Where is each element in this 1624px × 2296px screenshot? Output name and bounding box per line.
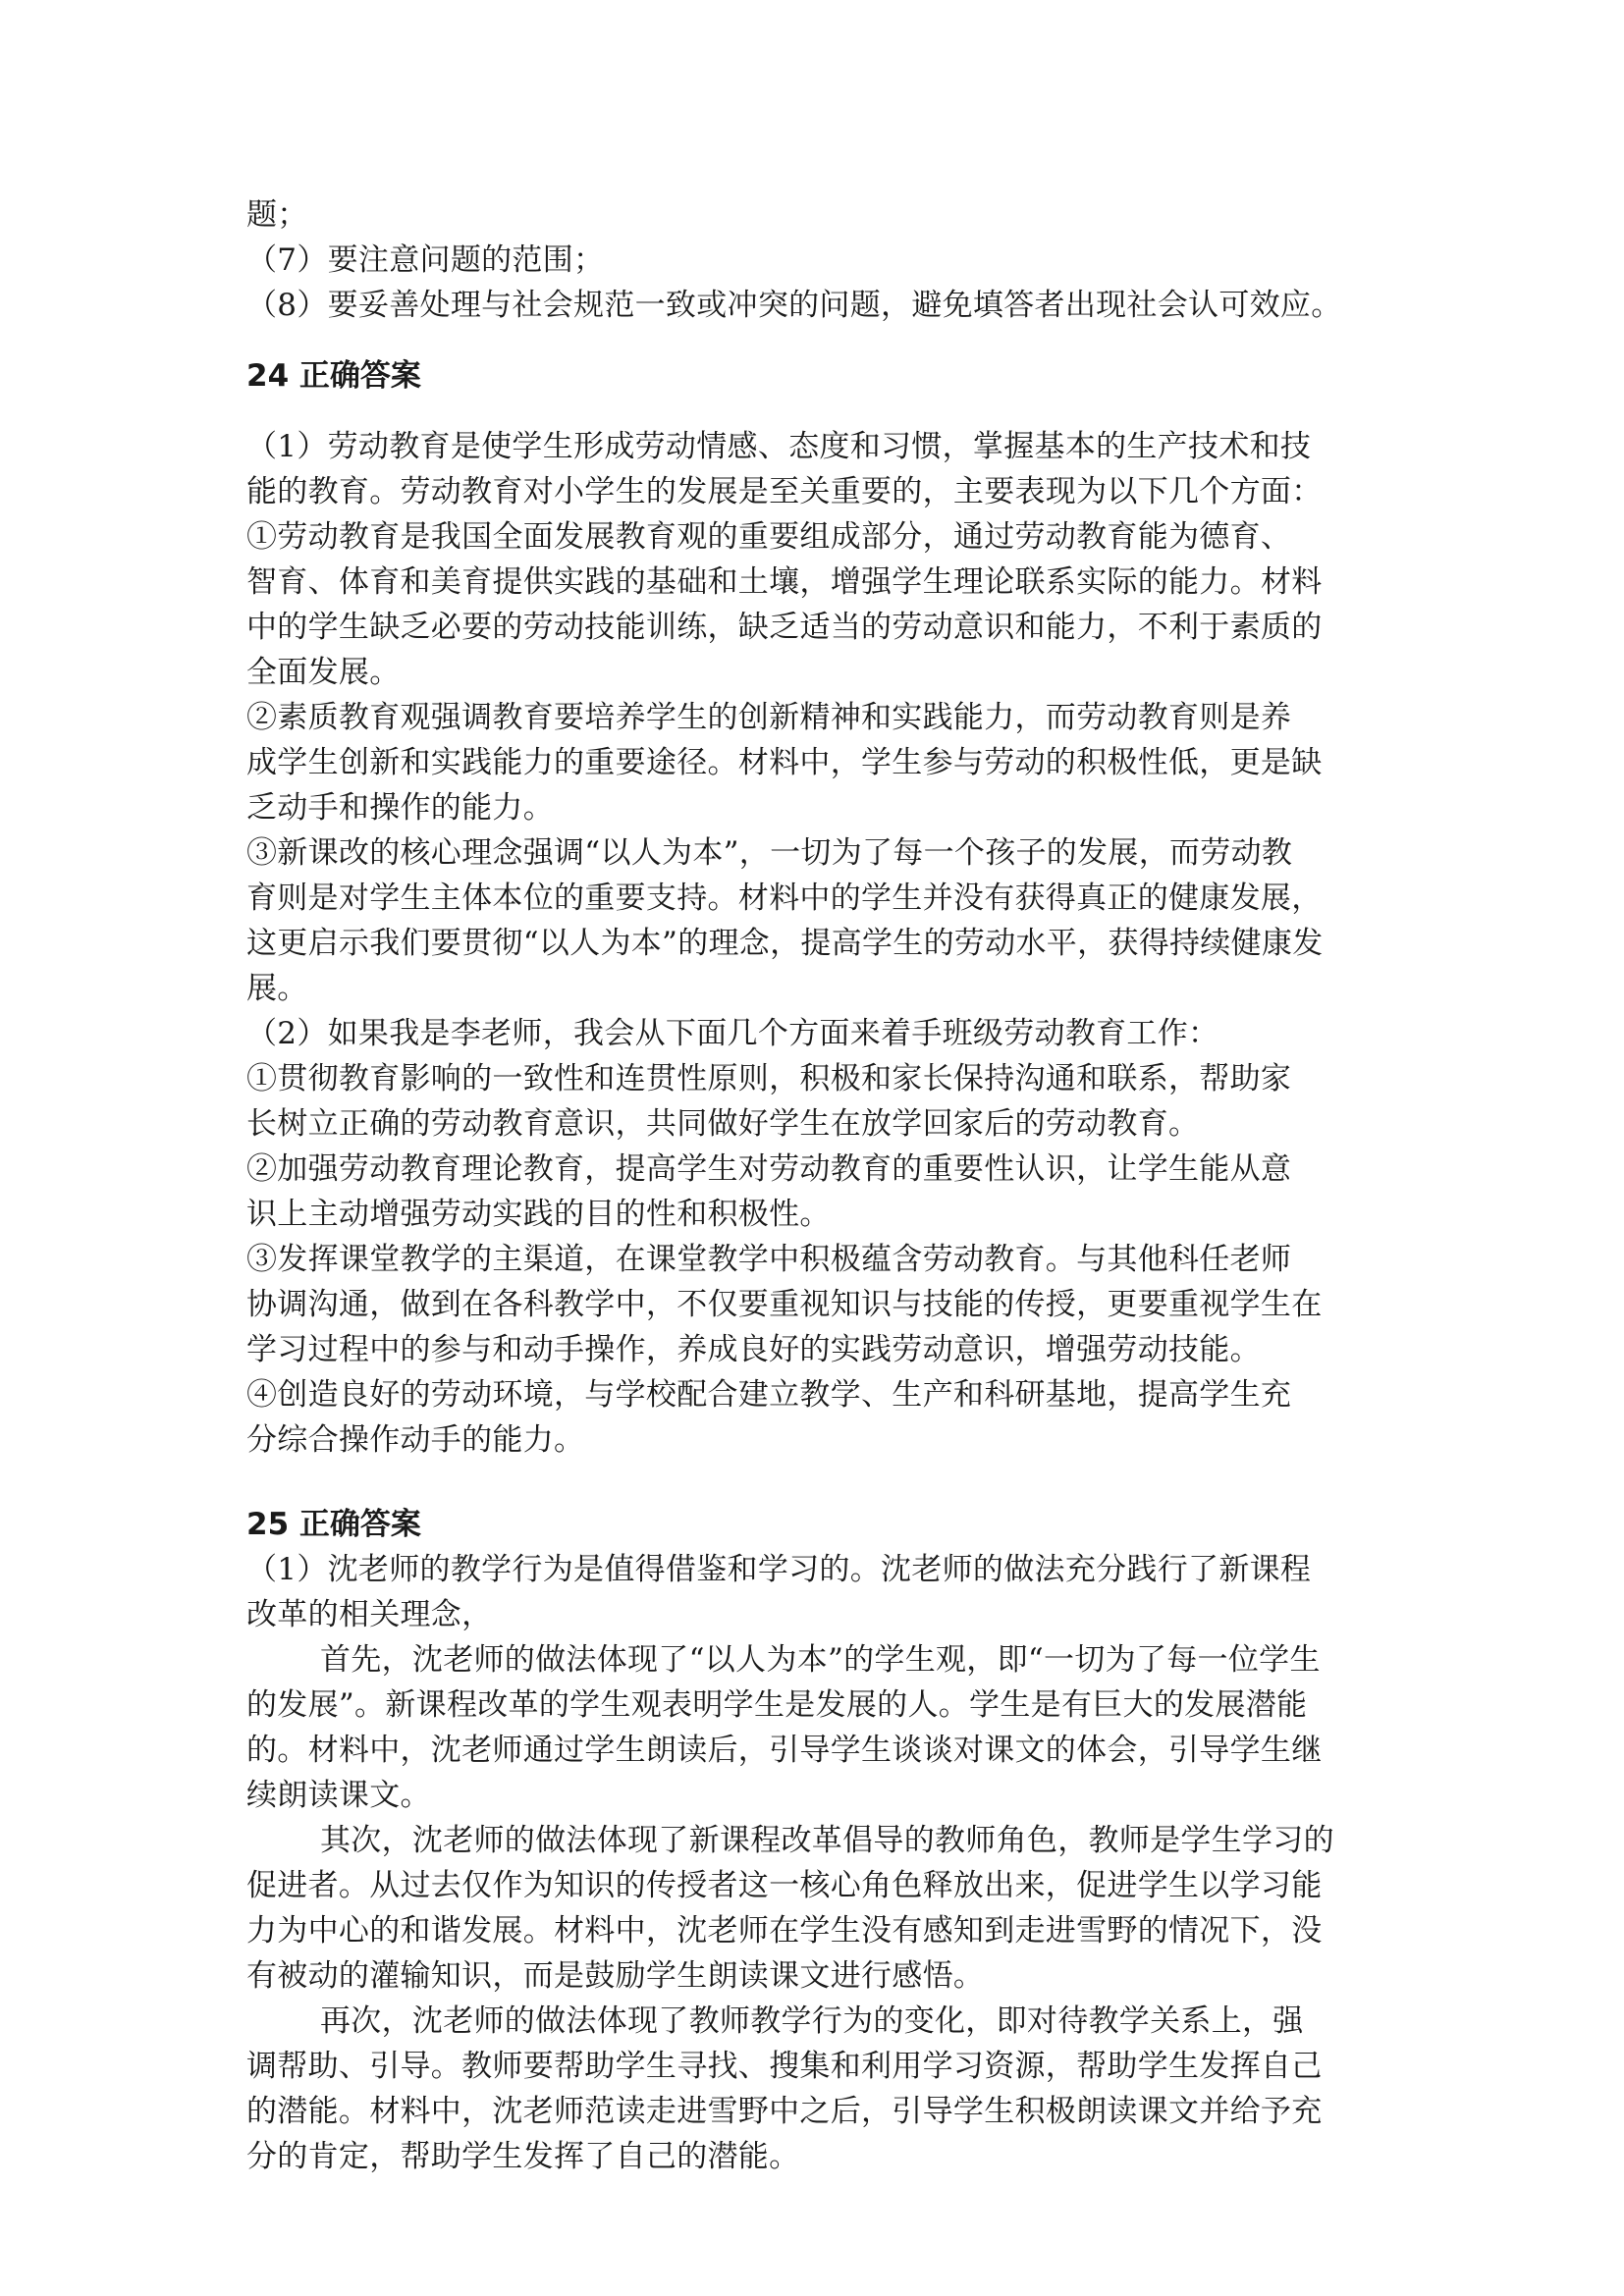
text-line: 成学生创新和实践能力的重要途径。材料中，学生参与劳动的积极性低，更是缺 <box>246 745 1323 780</box>
text-line: 分综合操作动手的能力。 <box>246 1422 585 1458</box>
text-line: 的发展”。新课程改革的学生观表明学生是发展的人。学生是有巨大的发展潜能 <box>246 1687 1308 1723</box>
text-line: （1）劳动教育是使学生形成劳动情感、态度和习惯，掌握基本的生产技术和技 <box>246 429 1312 464</box>
text-line: （7）要注意问题的范围； <box>246 242 605 278</box>
text-line: ②素质教育观强调教育要培养学生的创新精神和实践能力，而劳动教育则是养 <box>246 700 1292 735</box>
text-line: 学习过程中的参与和动手操作，养成良好的实践劳动意识，增强劳动技能。 <box>246 1332 1261 1367</box>
text-line: 的潜能。材料中，沈老师范读走进雪野中之后，引导学生积极朗读课文并给予充 <box>246 2094 1323 2129</box>
text-line: ①劳动教育是我国全面发展教育观的重要组成部分，通过劳动教育能为德育、 <box>246 519 1292 555</box>
text-line: 全面发展。 <box>246 655 401 690</box>
text-line: 识上主动增强劳动实践的目的性和积极性。 <box>246 1197 831 1232</box>
text-line: 再次，沈老师的做法体现了教师教学行为的变化，即对待教学关系上，强 <box>320 2003 1304 2039</box>
text-line: 的。材料中，沈老师通过学生朗读后，引导学生谈谈对课文的体会，引导学生继 <box>246 1733 1323 1768</box>
text-line: 续朗读课文。 <box>246 1778 431 1813</box>
text-line: 能的教育。劳动教育对小学生的发展是至关重要的，主要表现为以下几个方面： <box>246 474 1323 509</box>
document-page <box>246 192 1385 2179</box>
text-line: 分的肯定，帮助学生发挥了自己的潜能。 <box>246 2139 800 2174</box>
intro-block <box>246 192 1385 328</box>
text-line: 中的学生缺乏必要的劳动技能训练，缺乏适当的劳动意识和能力，不利于素质的 <box>246 610 1323 645</box>
text-line: ①贯彻教育影响的一致性和连贯性原则，积极和家长保持沟通和联系，帮助家 <box>246 1061 1292 1096</box>
text-line: 促进者。从过去仅作为知识的传授者这一核心角色释放出来，促进学生以学习能 <box>246 1868 1323 1903</box>
section-heading-24: 24 正确答案 <box>246 358 421 394</box>
text-line: 调帮助、引导。教师要帮助学生寻找、搜集和利用学习资源，帮助学生发挥自己 <box>246 2049 1323 2084</box>
text-line: 展。 <box>246 971 308 1006</box>
section-heading-25: 25 正确答案 <box>246 1507 421 1542</box>
text-line: （1）沈老师的教学行为是值得借鉴和学习的。沈老师的做法充分践行了新课程 <box>246 1552 1312 1587</box>
text-line: ④创造良好的劳动环境，与学校配合建立教学、生产和科研基地，提高学生充 <box>246 1377 1292 1413</box>
text-line: （2）如果我是李老师，我会从下面几个方面来着手班级劳动教育工作： <box>246 1016 1219 1051</box>
text-line: 改革的相关理念， <box>246 1597 493 1632</box>
text-line: ②加强劳动教育理论教育，提高学生对劳动教育的重要性认识，让学生能从意 <box>246 1151 1292 1187</box>
text-line: 乏动手和操作的能力。 <box>246 790 554 826</box>
text-line: 长树立正确的劳动教育意识，共同做好学生在放学回家后的劳动教育。 <box>246 1106 1200 1142</box>
text-line: 智育、体育和美育提供实践的基础和土壤，增强学生理论联系实际的能力。材料 <box>246 564 1323 600</box>
text-line: 首先，沈老师的做法体现了“以人为本”的学生观，即“一切为了每一位学生 <box>320 1642 1321 1678</box>
text-line: 协调沟通，做到在各科教学中，不仅要重视知识与技能的传授，更要重视学生在 <box>246 1287 1323 1322</box>
text-line: 其次，沈老师的做法体现了新课程改革倡导的教师角色，教师是学生学习的 <box>320 1823 1334 1858</box>
text-line: ③发挥课堂教学的主渠道，在课堂教学中积极蕴含劳动教育。与其他科任老师 <box>246 1242 1292 1277</box>
text-line: 题； <box>246 197 308 233</box>
text-line: 有被动的灌输知识，而是鼓励学生朗读课文进行感悟。 <box>246 1958 985 1994</box>
answer-25-body <box>246 1547 1385 2179</box>
answer-24-body <box>246 424 1385 1463</box>
text-line: 这更启示我们要贯彻“以人为本”的理念，提高学生的劳动水平，获得持续健康发 <box>246 926 1324 961</box>
text-line: （8）要妥善处理与社会规范一致或冲突的问题，避免填答者出现社会认可效应。 <box>246 288 1342 323</box>
text-line: ③新课改的核心理念强调“以人为本”，一切为了每一个孩子的发展，而劳动教 <box>246 835 1293 871</box>
text-line: 力为中心的和谐发展。材料中，沈老师在学生没有感知到走进雪野的情况下，没 <box>246 1913 1323 1949</box>
text-line: 育则是对学生主体本位的重要支持。材料中的学生并没有获得真正的健康发展， <box>246 881 1323 916</box>
